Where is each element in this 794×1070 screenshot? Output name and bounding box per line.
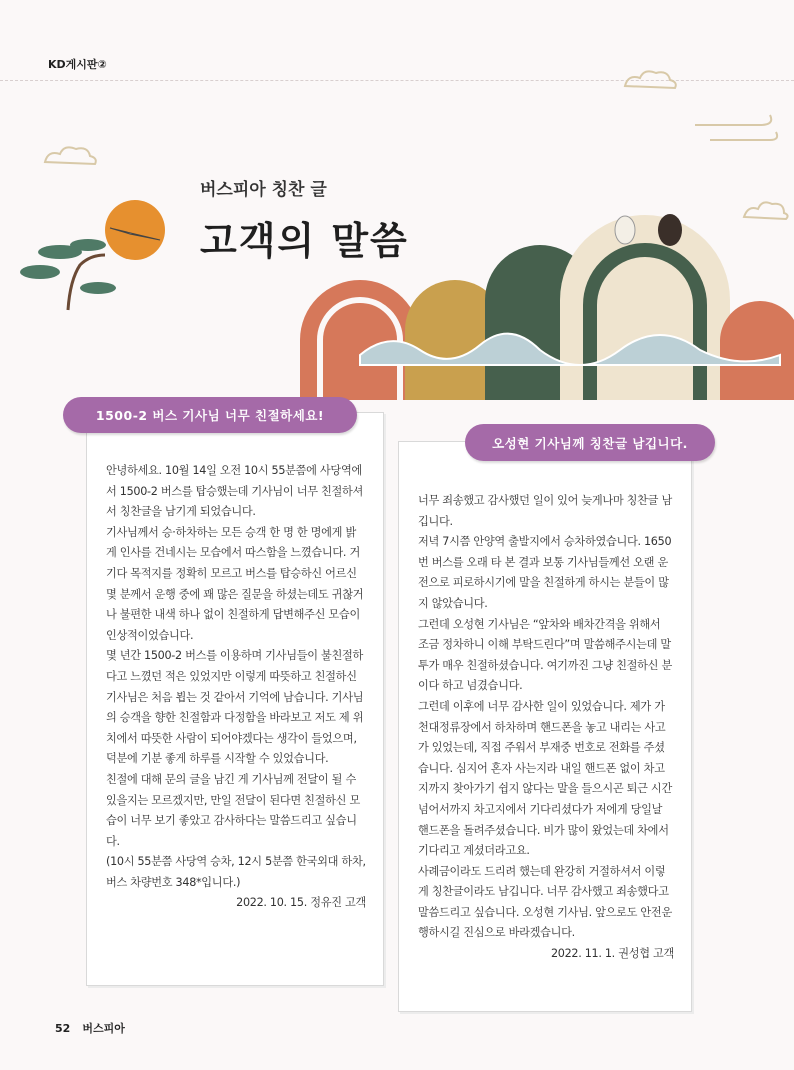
paragraph: 그런데 오성현 기사님은 “앞차와 배차간격을 위해서 조금 정차하니 이해 부탁드린다”며 말씀해주시는데 말투가 매우 친절하셨습니다. 여기까진 그냥 친절하신 분이다 하고 넘겼습니다. [418,617,672,693]
paragraph: 저녁 7시쯤 안양역 출발지에서 승차하였습니다. 1650번 버스를 오래 타 본 결과 보통 기사님들께선 오랜 운전으로 피로하시기에 말을 친절하게 하시는 분들이 많지 않았습니다. [418,535,672,610]
paragraph: 너무 죄송했고 감사했던 일이 있어 늦게나마 칭찬글 남깁니다. [418,494,672,528]
letter-heading-badge: 1500-2 버스 기사님 너무 친절하세요! [63,397,357,433]
wind-icon [690,110,780,160]
letter-heading-badge: 오성현 기사님께 칭찬글 남깁니다. [465,424,715,461]
paragraph: 그런데 이후에 너무 감사한 일이 있었습니다. 제가 가천대정류장에서 하차하며 핸드폰을 놓고 내리는 사고가 있었는데, 직접 주워서 부재중 번호로 전화를 주셨습니다. 심지어 혼자 사는지라 내일 핸드폰 없이 차고지까지 찾아가기 쉽지 않다는 말을 들으시곤 퇴근 시간 넘어서까지 차고지에서 기다리셨다가 저에게 당일날 핸드폰을 돌려주셨습니다. 비가 많이 왔었는데 차에서 기다리고 계셨더라고요. [418,699,672,858]
signature: 2022. 11. 1. 권성협 고객 [550,947,674,961]
arch-banner-illustration [300,190,794,400]
paragraph: (10시 55분쯤 사당역 승차, 12시 5분쯤 한국외대 하차, 버스 차량번호 348*입니다.) [106,855,366,889]
section-label: KD게시판② [48,58,107,71]
sun-crane-pine-illustration [10,200,170,320]
paragraph: 몇 년간 1500-2 버스를 이용하며 기사님들이 불친절하다고 느꼈던 적은 있었지만 이렇게 따뜻하고 친절하신 기사님은 처음 뵙는 것 같아서 기억에 남습니다. 기사님의 승객을 향한 친절함과 다정함을 바라보고 저도 제 위치에서 따뜻한 사람이 되어야겠다는 생각이 들었으며, 덕분에 기분 좋게 하루를 시작할 수 있었습니다. [106,649,364,766]
magazine-name: 버스피아 [82,1022,125,1035]
subtitle: 버스피아 칭찬 글 [200,180,327,200]
page-title: 고객의 말씀 [200,219,409,263]
paragraph: 사례금이라도 드리려 했는데 완강히 거절하셔서 이렇게 칭찬글이라도 남깁니다. 너무 감사했고 죄송했다고 말씀드리고 싶습니다. 오성현 기사님. 앞으로도 안전운행하시길 진심으로 바라겠습니다. [418,864,672,940]
letter-body [418,491,674,965]
cloud-icon [620,64,680,94]
paragraph: 기사님께서 승·하차하는 모든 승객 한 명 한 명에게 밝게 인사를 건네시는 모습에서 따스함을 느꼈습니다. 거기다 목적지를 정확히 모르고 버스를 탑승하신 어르신 몇 분께서 운행 중에 꽤 많은 질문을 하셨는데도 귀찮거나 불편한 내색 하나 없이 친절하게 답변해주신 모습이 인상적이었습니다. [106,525,364,642]
signature: 2022. 10. 15. 정유진 고객 [236,896,366,910]
cloud-icon [40,140,100,170]
page-footer [55,1020,137,1036]
paragraph: 안녕하세요. 10월 14일 오전 10시 55분쯤에 사당역에서 1500-2 버스를 탑승했는데 기사님이 너무 친절하셔서 칭찬글을 남기게 되었습니다. [106,464,363,519]
page-number: 52 [55,1022,71,1035]
letter-body [106,461,366,914]
paragraph: 친절에 대해 문의 글을 남긴 게 기사님께 전달이 될 수 있을지는 모르겠지만, 만일 전달이 된다면 친절하신 모습이 너무 보기 좋았고 감사하다는 말씀드리고 싶습니다. [106,772,360,848]
